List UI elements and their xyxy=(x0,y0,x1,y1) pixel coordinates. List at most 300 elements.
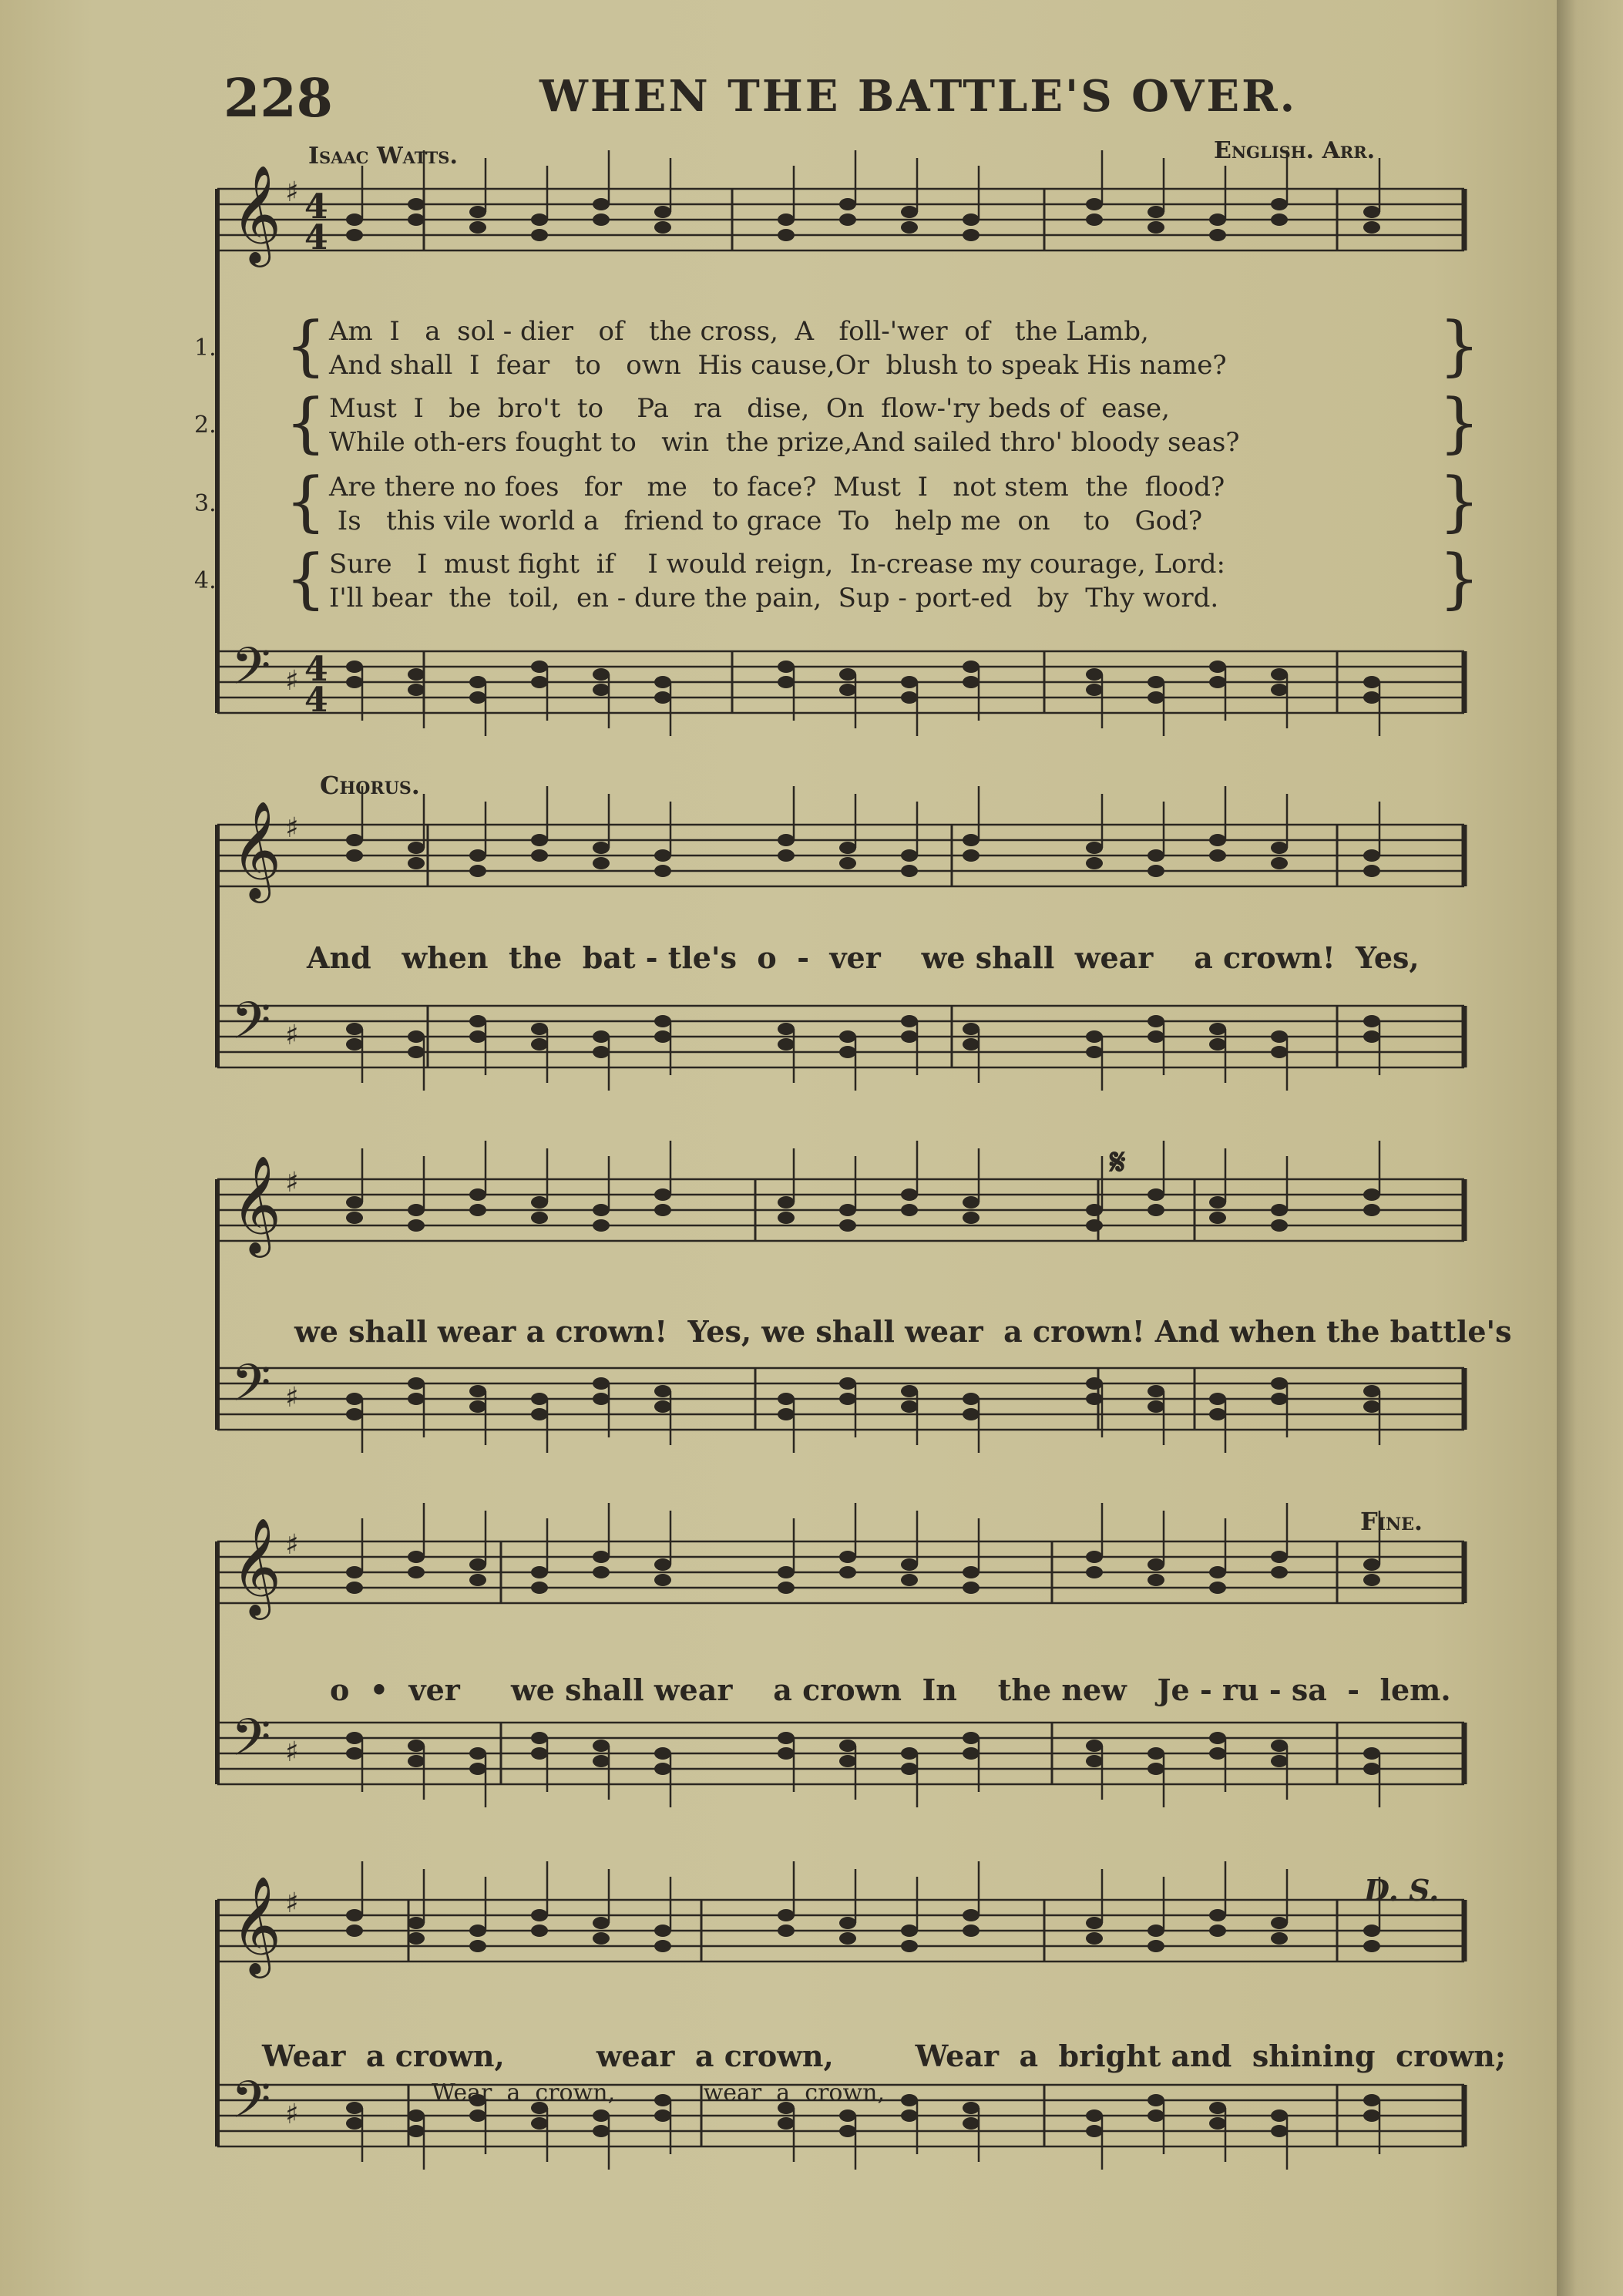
note-head xyxy=(778,661,795,673)
note-head xyxy=(408,1204,425,1216)
note-head xyxy=(1086,1204,1103,1216)
note-head xyxy=(1148,1558,1164,1571)
note-head xyxy=(839,1740,856,1752)
sharp-icon: ♯ xyxy=(285,665,299,697)
note-head xyxy=(1209,834,1226,846)
note-head xyxy=(839,198,856,210)
note-head xyxy=(1086,1755,1103,1767)
note-head xyxy=(1271,1393,1288,1405)
note-head xyxy=(1086,1551,1103,1563)
note-head xyxy=(469,1574,486,1586)
note-head xyxy=(408,1377,425,1390)
verse-line: I'll bear the toil, en - dure the pain, Sup - port-ed by Thy word. xyxy=(329,583,1219,613)
note-head xyxy=(839,684,856,696)
note-head xyxy=(1148,1204,1164,1216)
note-head xyxy=(1209,849,1226,862)
note-head xyxy=(1086,684,1103,696)
note-head xyxy=(346,1925,363,1937)
note-head xyxy=(469,1385,486,1397)
note-head xyxy=(1209,2102,1226,2114)
note-head xyxy=(839,1204,856,1216)
note-head xyxy=(1209,1582,1226,1594)
note-head xyxy=(1363,206,1380,218)
note-head xyxy=(1209,1909,1226,1921)
note-head xyxy=(346,849,363,862)
note-head xyxy=(346,229,363,241)
note-head xyxy=(593,1740,610,1752)
note-head xyxy=(963,1582,980,1594)
note-head xyxy=(531,1582,548,1594)
sharp-icon: ♯ xyxy=(285,176,299,208)
note-head xyxy=(1209,1393,1226,1405)
note-head xyxy=(346,1023,363,1035)
note-head xyxy=(1363,1204,1380,1216)
note-head xyxy=(1148,691,1164,704)
note-head xyxy=(346,1196,363,1209)
sharp-icon: ♯ xyxy=(285,1736,299,1768)
verse-number: 3. xyxy=(194,490,217,517)
note-head xyxy=(593,1046,610,1058)
left-brace-icon: { xyxy=(285,308,327,383)
note-head xyxy=(408,198,425,210)
note-head xyxy=(531,849,548,862)
note-head xyxy=(654,1030,671,1043)
hymn-title: WHEN THE BATTLE'S OVER. xyxy=(539,71,1298,122)
note-head xyxy=(1271,1755,1288,1767)
note-head xyxy=(1271,198,1288,210)
note-head xyxy=(1209,676,1226,688)
note-head xyxy=(778,1196,795,1209)
note-head xyxy=(963,1196,980,1209)
note-head xyxy=(654,1558,671,1571)
note-head xyxy=(778,1747,795,1760)
note-head xyxy=(654,1747,671,1760)
left-brace-icon: { xyxy=(285,463,327,539)
note-head xyxy=(469,691,486,704)
chorus-label: Chorus. xyxy=(320,771,420,800)
note-head xyxy=(1271,2125,1288,2137)
note-head xyxy=(531,834,548,846)
note-head xyxy=(963,676,980,688)
bass-clef-icon: 𝄢 xyxy=(231,1353,271,1425)
note-head xyxy=(654,1400,671,1413)
note-head xyxy=(778,1408,795,1420)
note-head xyxy=(901,676,918,688)
note-head xyxy=(408,2125,425,2137)
note-head xyxy=(1363,1400,1380,1413)
note-head xyxy=(1363,1015,1380,1027)
note-head xyxy=(1086,842,1103,854)
treble-clef-icon: 𝄞 xyxy=(231,164,282,263)
note-head xyxy=(1271,857,1288,869)
note-head xyxy=(531,1909,548,1921)
note-head xyxy=(778,1582,795,1594)
note-head xyxy=(1363,1940,1380,1952)
lyric-line-3: we shall wear a crown! Yes, we shall wear a crown! And when the battle's xyxy=(294,1314,1512,1349)
note-head xyxy=(654,1574,671,1586)
page-number: 228 xyxy=(223,68,333,129)
note-head xyxy=(1363,2094,1380,2106)
note-head xyxy=(1209,1038,1226,1051)
note-head xyxy=(408,684,425,696)
time-signature: 4 xyxy=(304,218,328,257)
note-head xyxy=(839,1917,856,1929)
note-head xyxy=(1209,213,1226,226)
note-head xyxy=(901,206,918,218)
note-head xyxy=(531,1747,548,1760)
note-head xyxy=(1209,1408,1226,1420)
book-spine-edge xyxy=(1557,0,1623,2296)
verse-line: Is this vile world a friend to grace To help me on to God? xyxy=(329,506,1203,536)
verse-number: 1. xyxy=(194,334,217,361)
arranger-credit: English. Arr. xyxy=(1214,137,1376,164)
note-head xyxy=(408,2109,425,2122)
note-head xyxy=(901,1574,918,1586)
note-head xyxy=(901,1747,918,1760)
note-head xyxy=(469,1925,486,1937)
note-head xyxy=(346,1038,363,1051)
note-head xyxy=(593,1219,610,1232)
note-head xyxy=(531,1212,548,1224)
note-head xyxy=(1148,1925,1164,1937)
note-head xyxy=(531,676,548,688)
note-head xyxy=(654,2109,671,2122)
bass-clef-icon: 𝄢 xyxy=(231,1708,271,1780)
time-signature: 4 xyxy=(304,187,328,227)
note-head xyxy=(778,1732,795,1744)
note-head xyxy=(531,1038,548,1051)
note-head xyxy=(901,1763,918,1775)
sharp-icon: ♯ xyxy=(285,812,299,844)
note-head xyxy=(778,1925,795,1937)
note-head xyxy=(408,1393,425,1405)
bass-lyric-line-5: Wear a crown, wear a crown, xyxy=(432,2079,885,2106)
note-head xyxy=(1209,1925,1226,1937)
note-head xyxy=(1148,2109,1164,2122)
note-head xyxy=(408,1566,425,1578)
note-head xyxy=(901,1558,918,1571)
note-head xyxy=(1363,1763,1380,1775)
note-head xyxy=(1363,849,1380,862)
note-head xyxy=(1271,1740,1288,1752)
note-head xyxy=(408,1219,425,1232)
note-head xyxy=(469,865,486,877)
note-head xyxy=(1209,229,1226,241)
note-head xyxy=(408,1740,425,1752)
note-head xyxy=(469,1015,486,1027)
note-head xyxy=(346,661,363,673)
sharp-icon: ♯ xyxy=(285,1888,299,1919)
treble-clef-icon: 𝄞 xyxy=(231,800,282,899)
note-head xyxy=(1086,2125,1103,2137)
note-head xyxy=(963,1732,980,1744)
note-head xyxy=(963,849,980,862)
note-head xyxy=(1363,691,1380,704)
note-head xyxy=(1209,661,1226,673)
verse-line: Must I be bro't to Pa ra dise, On flow-'ry beds of ease, xyxy=(329,393,1170,424)
note-head xyxy=(963,1212,980,1224)
note-head xyxy=(654,206,671,218)
note-head xyxy=(1363,2109,1380,2122)
note-head xyxy=(1086,1740,1103,1752)
note-head xyxy=(531,1732,548,1744)
note-head xyxy=(901,849,918,862)
note-head xyxy=(778,2117,795,2130)
note-head xyxy=(1086,1566,1103,1578)
note-head xyxy=(963,1909,980,1921)
note-head xyxy=(593,1204,610,1216)
note-head xyxy=(593,684,610,696)
note-head xyxy=(593,2125,610,2137)
note-head xyxy=(593,1566,610,1578)
note-head xyxy=(1209,1196,1226,1209)
note-head xyxy=(963,1747,980,1760)
note-head xyxy=(839,668,856,681)
note-head xyxy=(1271,1030,1288,1043)
note-head xyxy=(593,842,610,854)
note-head xyxy=(1363,1030,1380,1043)
note-head xyxy=(469,1400,486,1413)
note-head xyxy=(531,1566,548,1578)
note-head xyxy=(1271,1204,1288,1216)
note-head xyxy=(408,213,425,226)
verse-line: While oth-ers fought to win the prize,And sailed thro' bloody seas? xyxy=(329,427,1240,458)
note-head xyxy=(654,1015,671,1027)
note-head xyxy=(901,2094,918,2106)
note-head xyxy=(839,213,856,226)
note-head xyxy=(593,1932,610,1945)
note-head xyxy=(963,229,980,241)
note-head xyxy=(346,1582,363,1594)
note-head xyxy=(469,1030,486,1043)
note-head xyxy=(839,1755,856,1767)
note-head xyxy=(531,1408,548,1420)
note-head xyxy=(654,676,671,688)
note-head xyxy=(901,1925,918,1937)
note-head xyxy=(1271,668,1288,681)
note-head xyxy=(1363,865,1380,877)
note-head xyxy=(1148,221,1164,234)
note-head xyxy=(778,1566,795,1578)
note-head xyxy=(778,849,795,862)
note-head xyxy=(839,2109,856,2122)
right-brace-icon: } xyxy=(1439,463,1480,539)
note-head xyxy=(654,849,671,862)
note-head xyxy=(1148,2094,1164,2106)
note-head xyxy=(1148,1940,1164,1952)
note-head xyxy=(593,1393,610,1405)
right-brace-icon: } xyxy=(1439,385,1480,460)
note-head xyxy=(839,842,856,854)
note-head xyxy=(593,1377,610,1390)
bass-clef-icon: 𝄢 xyxy=(231,637,271,708)
note-head xyxy=(839,857,856,869)
note-head xyxy=(778,1023,795,1035)
note-head xyxy=(346,1747,363,1760)
note-head xyxy=(901,1400,918,1413)
note-head xyxy=(1148,676,1164,688)
note-head xyxy=(1363,1925,1380,1937)
note-head xyxy=(778,213,795,226)
note-head xyxy=(901,1385,918,1397)
note-head xyxy=(1363,1558,1380,1571)
note-head xyxy=(531,1023,548,1035)
verse-line: And shall I fear to own His cause,Or blush to speak His name? xyxy=(329,350,1227,381)
note-head xyxy=(1086,1377,1103,1390)
time-signature: 4 xyxy=(304,650,328,689)
note-head xyxy=(963,834,980,846)
note-head xyxy=(469,1204,486,1216)
note-head xyxy=(408,1755,425,1767)
note-head xyxy=(531,661,548,673)
note-head xyxy=(839,1393,856,1405)
note-head xyxy=(901,221,918,234)
note-head xyxy=(963,2117,980,2130)
note-head xyxy=(963,1408,980,1420)
note-head xyxy=(469,1188,486,1201)
note-head xyxy=(346,1909,363,1921)
note-head xyxy=(963,213,980,226)
note-head xyxy=(346,676,363,688)
note-head xyxy=(531,1393,548,1405)
note-head xyxy=(1086,1046,1103,1058)
note-head xyxy=(839,1551,856,1563)
note-head xyxy=(654,691,671,704)
left-brace-icon: { xyxy=(285,540,327,616)
right-brace-icon: } xyxy=(1439,540,1480,616)
lyric-line-4: o • ver we shall wear a crown In the new Je - ru - sa - lem. xyxy=(330,1672,1451,1707)
left-brace-icon: { xyxy=(285,385,327,460)
note-head xyxy=(1086,213,1103,226)
note-head xyxy=(963,1038,980,1051)
verse-line: Sure I must fight if I would reign, In-crease my courage, Lord: xyxy=(329,549,1225,580)
note-head xyxy=(469,206,486,218)
note-head xyxy=(1086,198,1103,210)
note-head xyxy=(963,1393,980,1405)
note-head xyxy=(901,865,918,877)
note-head xyxy=(1086,1219,1103,1232)
note-head xyxy=(1086,1030,1103,1043)
note-head xyxy=(408,668,425,681)
note-head xyxy=(346,2117,363,2130)
note-head xyxy=(593,1551,610,1563)
treble-clef-icon: 𝄞 xyxy=(231,1517,282,1615)
note-head xyxy=(901,2109,918,2122)
note-head xyxy=(593,857,610,869)
note-head xyxy=(1271,1917,1288,1929)
verse-line: Are there no foes for me to face? Must I not stem the flood? xyxy=(329,472,1225,503)
note-head xyxy=(1271,1046,1288,1058)
note-head xyxy=(778,676,795,688)
note-head xyxy=(1271,842,1288,854)
note-head xyxy=(531,1196,548,1209)
note-head xyxy=(1271,2109,1288,2122)
note-head xyxy=(963,1925,980,1937)
note-head xyxy=(1148,849,1164,862)
note-head xyxy=(901,1940,918,1952)
note-head xyxy=(469,849,486,862)
note-head xyxy=(654,1925,671,1937)
note-head xyxy=(469,1558,486,1571)
note-head xyxy=(408,1932,425,1945)
note-head xyxy=(346,1212,363,1224)
note-head xyxy=(408,1917,425,1929)
note-head xyxy=(1209,1212,1226,1224)
note-head xyxy=(654,1188,671,1201)
note-head xyxy=(1271,1566,1288,1578)
note-head xyxy=(531,2117,548,2130)
note-head xyxy=(1148,1763,1164,1775)
note-head xyxy=(1209,1747,1226,1760)
note-head xyxy=(1086,668,1103,681)
note-head xyxy=(593,1030,610,1043)
note-head xyxy=(1148,1188,1164,1201)
note-head xyxy=(1209,2117,1226,2130)
note-head xyxy=(1148,1385,1164,1397)
note-head xyxy=(1148,1400,1164,1413)
verse-number: 4. xyxy=(194,567,217,594)
note-head xyxy=(1148,206,1164,218)
note-head xyxy=(1363,1574,1380,1586)
note-head xyxy=(1209,1023,1226,1035)
note-head xyxy=(1086,857,1103,869)
note-head xyxy=(469,221,486,234)
note-head xyxy=(1271,1932,1288,1945)
note-head xyxy=(654,1385,671,1397)
note-head xyxy=(1363,1747,1380,1760)
note-head xyxy=(963,1566,980,1578)
note-head xyxy=(901,1030,918,1043)
bass-clef-icon: 𝄢 xyxy=(231,2070,271,2142)
note-head xyxy=(1363,1188,1380,1201)
note-head xyxy=(1148,1015,1164,1027)
segno-icon: 𝄋 xyxy=(1110,1141,1126,1184)
note-head xyxy=(408,1030,425,1043)
note-head xyxy=(963,661,980,673)
note-head xyxy=(1271,684,1288,696)
note-head xyxy=(469,2109,486,2122)
note-head xyxy=(469,1940,486,1952)
note-head xyxy=(778,1038,795,1051)
note-head xyxy=(778,834,795,846)
note-head xyxy=(654,865,671,877)
bass-clef-icon: 𝄢 xyxy=(231,991,271,1063)
note-head xyxy=(839,1566,856,1578)
ds-label: D. S. xyxy=(1364,1873,1440,1908)
note-head xyxy=(1271,1219,1288,1232)
note-head xyxy=(654,1763,671,1775)
verse-number: 2. xyxy=(194,412,217,439)
note-head xyxy=(839,2125,856,2137)
note-head xyxy=(346,1408,363,1420)
note-head xyxy=(1148,865,1164,877)
note-head xyxy=(1086,2109,1103,2122)
note-head xyxy=(531,213,548,226)
note-head xyxy=(531,229,548,241)
note-head xyxy=(593,198,610,210)
note-head xyxy=(654,1204,671,1216)
note-head xyxy=(593,213,610,226)
note-head xyxy=(1148,1574,1164,1586)
note-head xyxy=(839,1046,856,1058)
note-head xyxy=(839,1932,856,1945)
note-head xyxy=(1363,221,1380,234)
note-head xyxy=(346,834,363,846)
treble-clef-icon: 𝄞 xyxy=(231,1155,282,1253)
note-head xyxy=(469,1763,486,1775)
note-head xyxy=(593,668,610,681)
sharp-icon: ♯ xyxy=(285,1167,299,1198)
